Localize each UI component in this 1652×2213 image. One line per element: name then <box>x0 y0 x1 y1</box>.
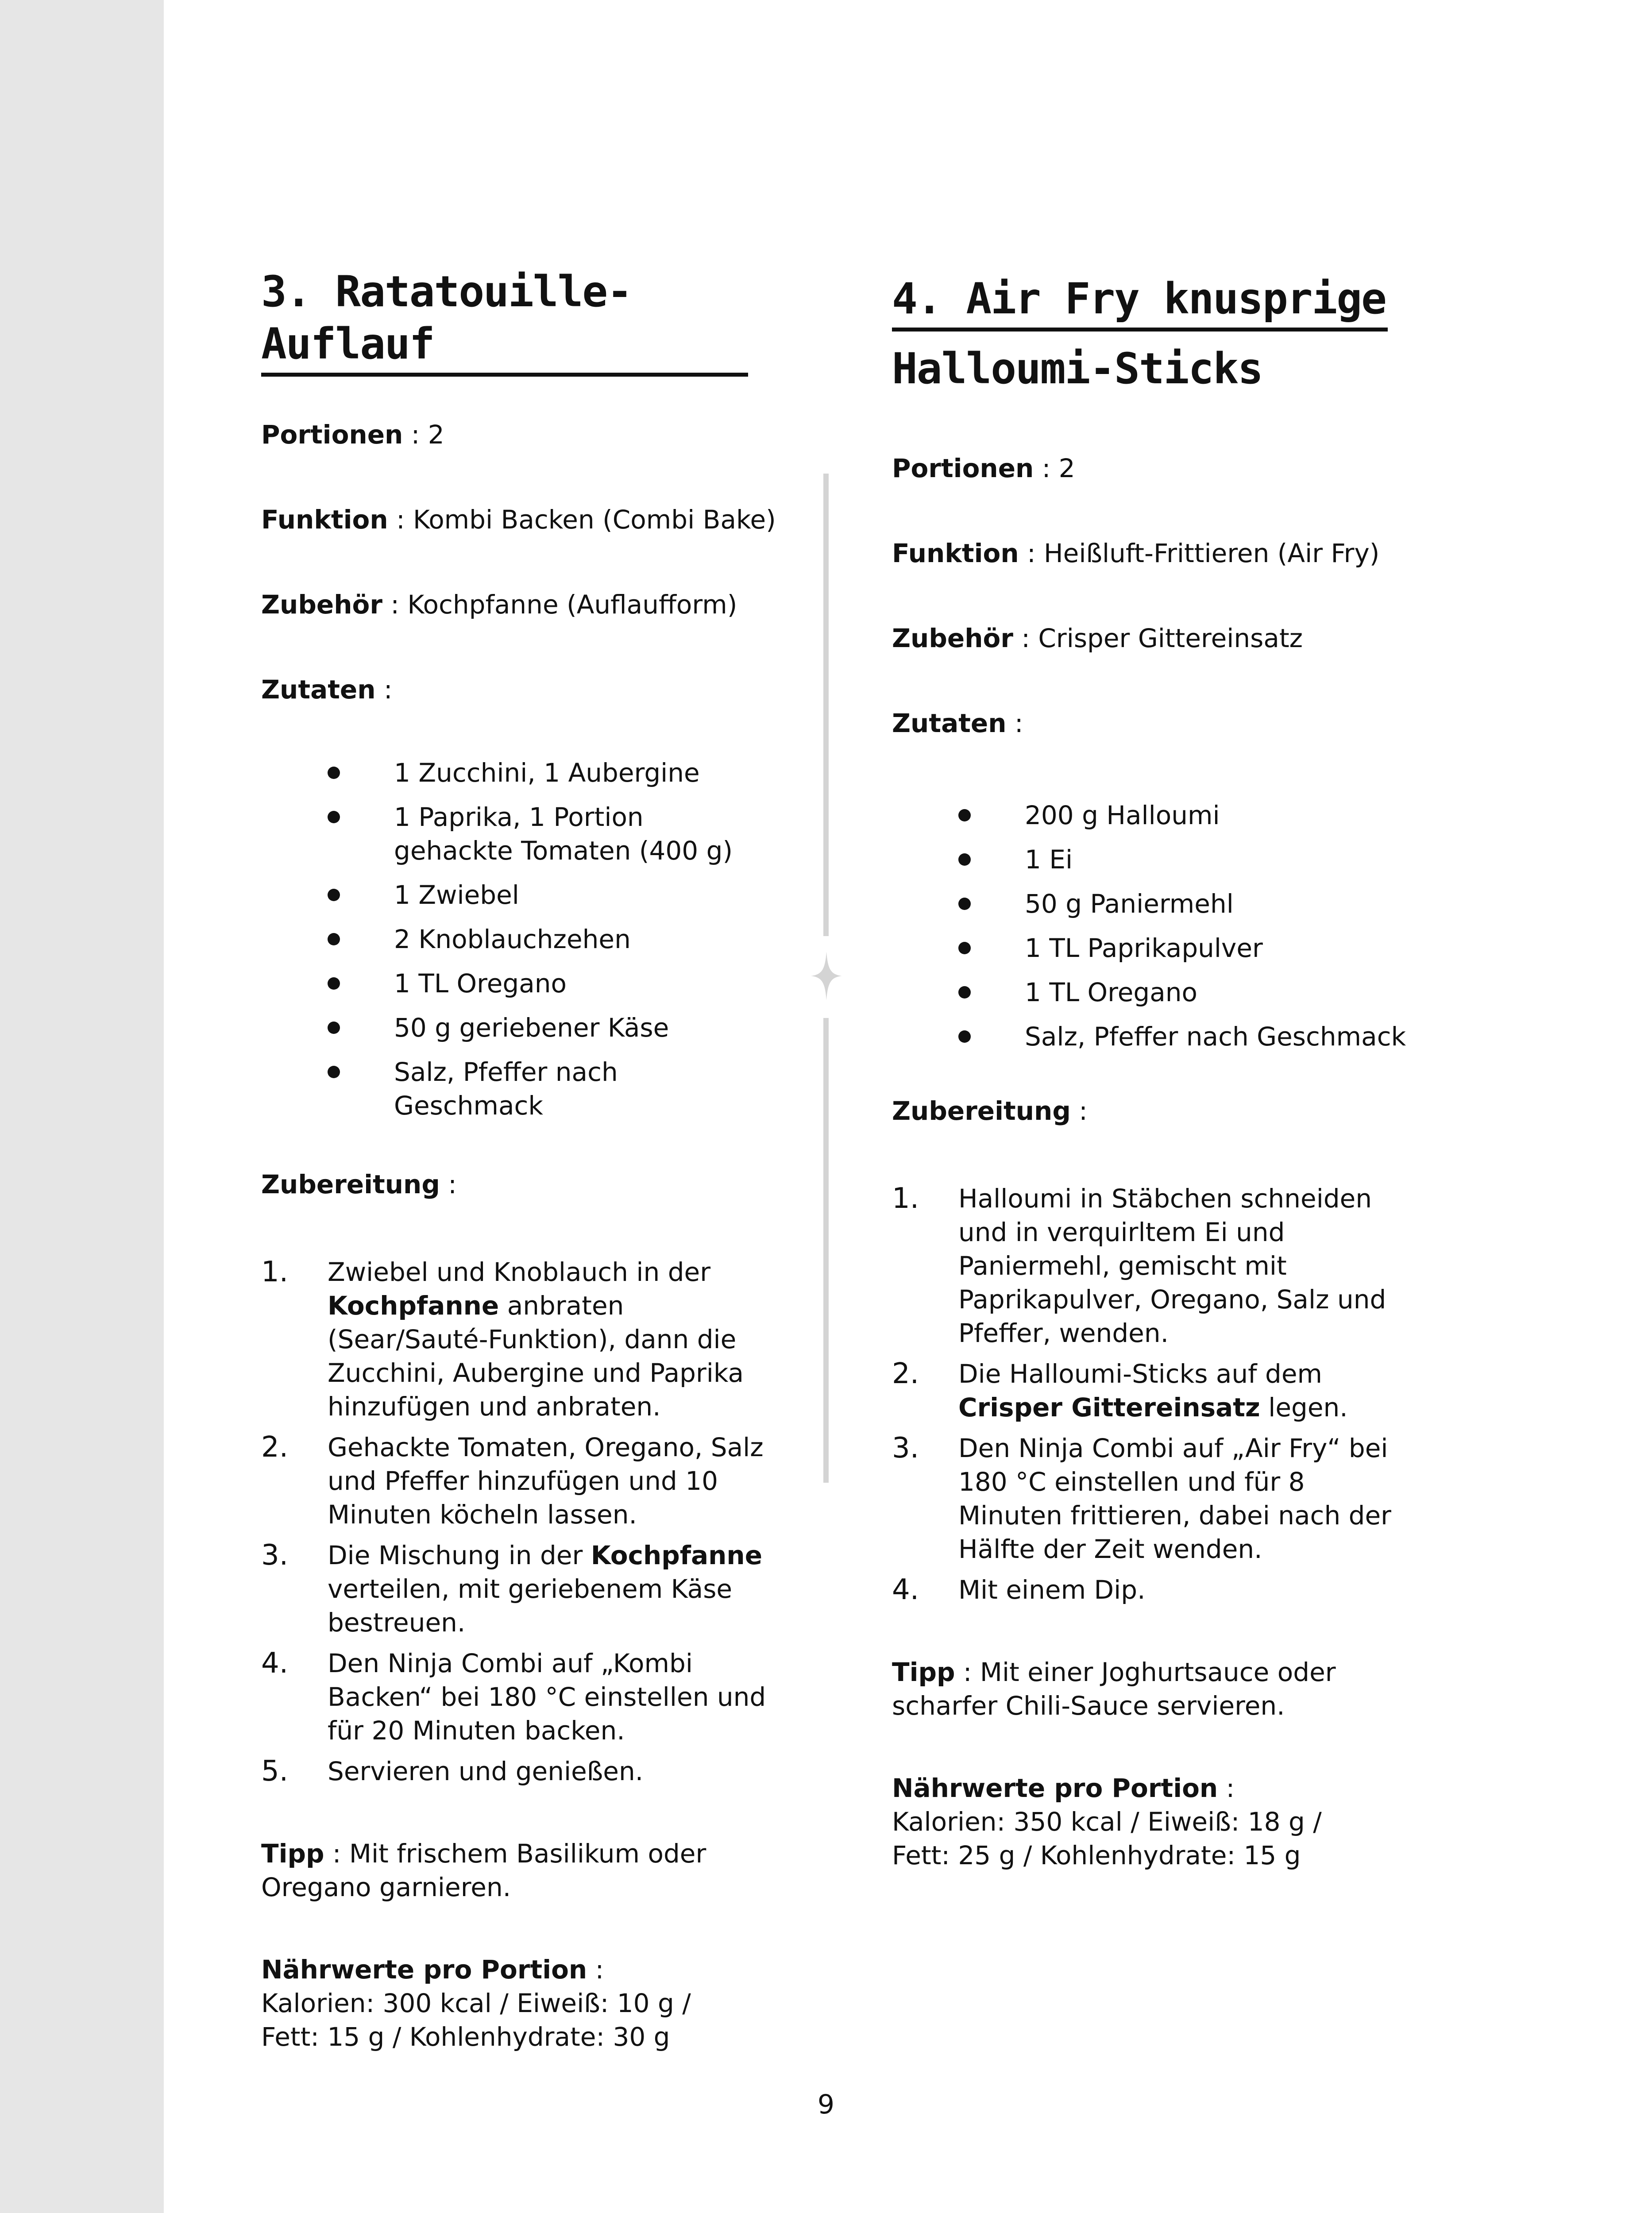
column-divider <box>823 474 829 936</box>
zutaten-suffix: : <box>375 675 393 705</box>
naehrwerte-line: Kalorien: 300 kcal / Eiweiß: 10 g / <box>261 1988 691 2018</box>
zubehoer-field <box>261 587 819 622</box>
step-text: Den Ninja Combi auf „Air Fry“ bei 180 °C einstellen und für 8 Minuten frittieren, dabei nach der Hälfte der Zeit wenden. <box>958 1433 1391 1564</box>
list-item <box>958 887 1423 921</box>
ingredient-list <box>892 798 1423 1053</box>
bullet-icon <box>958 942 971 954</box>
list-item <box>958 975 1423 1009</box>
zubehoer-label: Zubehör <box>892 623 1013 653</box>
portionen-value: : 2 <box>403 420 444 450</box>
page-margin-strip <box>0 0 164 2213</box>
list-item <box>892 1573 1401 1607</box>
zubehoer-field <box>892 621 1450 656</box>
ingredient-text: 1 TL Oregano <box>1025 977 1198 1007</box>
recipe-ratatouille <box>261 266 819 2054</box>
step-number: 1. <box>261 1256 289 1288</box>
bullet-icon <box>328 977 340 990</box>
recipe-title-line2: Halloumi-Sticks <box>892 344 1262 393</box>
list-item <box>328 756 770 790</box>
ingredient-text: 1 TL Paprikapulver <box>1025 933 1263 963</box>
naehrwerte-suffix: : <box>587 1955 604 1985</box>
funktion-label: Funktion <box>892 538 1019 568</box>
step-text: Halloumi in Stäbchen schneiden und in verquirltem Ei und Paniermehl, gemischt mit Paprikapulver, Oregano, Salz und Pfeffer, wenden. <box>958 1184 1386 1348</box>
portionen-field <box>892 451 1450 486</box>
list-item <box>328 800 770 867</box>
ingredient-text: 1 TL Oregano <box>394 968 567 999</box>
page-number: 9 <box>817 2089 835 2120</box>
bullet-icon <box>328 811 340 823</box>
ingredient-text: 1 Zucchini, 1 Aubergine <box>394 758 700 788</box>
bullet-icon <box>328 933 340 945</box>
funktion-value: : Kombi Backen (Combi Bake) <box>388 505 776 535</box>
tipp-text: : Mit frischem Basilikum oder Oregano garnieren. <box>261 1839 706 1902</box>
zubehoer-label: Zubehör <box>261 590 382 620</box>
recipe-title-text: 3. Ratatouille-Auflauf <box>261 266 748 377</box>
zubereitung-suffix: : <box>440 1169 457 1199</box>
ingredient-list <box>261 756 770 1122</box>
list-item <box>958 1020 1423 1053</box>
naehrwerte-line: Kalorien: 350 kcal / Eiweiß: 18 g / <box>892 1807 1322 1837</box>
zubereitung-label: Zubereitung <box>261 1169 440 1199</box>
zubehoer-value: : Crisper Gittereinsatz <box>1013 623 1303 653</box>
bullet-icon <box>328 1066 340 1078</box>
column-divider <box>823 1018 829 1483</box>
ingredient-text: 2 Knoblauchzehen <box>394 924 631 954</box>
step-number: 3. <box>261 1539 289 1572</box>
zutaten-label: Zutaten <box>261 675 376 705</box>
tipp-field <box>892 1655 1379 1723</box>
recipe-title <box>892 266 1450 402</box>
list-item <box>328 878 770 912</box>
list-item <box>328 922 770 956</box>
bullet-icon <box>958 898 971 910</box>
naehrwerte-label: Nährwerte pro Portion <box>892 1773 1218 1803</box>
funktion-value: : Heißluft-Frittieren (Air Fry) <box>1019 538 1380 568</box>
step-text-cont: anbraten (Sear/Sauté-Funktion), dann die Zucchini, Aubergine und Paprika hinzufügen und anbraten. <box>328 1291 744 1422</box>
step-highlight: Crisper Gittereinsatz <box>958 1392 1260 1423</box>
list-item <box>892 1431 1401 1566</box>
ingredient-text: Salz, Pfeffer nach Geschmack <box>1025 1022 1406 1052</box>
zutaten-label: Zutaten <box>892 708 1007 738</box>
bullet-icon <box>328 767 340 779</box>
step-text: Zwiebel und Knoblauch in der <box>328 1257 711 1287</box>
step-highlight: Kochpfanne <box>591 1540 763 1570</box>
zutaten-suffix: : <box>1006 708 1023 738</box>
step-text: Die Halloumi-Sticks auf dem <box>958 1359 1323 1389</box>
funktion-field <box>892 536 1450 571</box>
list-item <box>892 1357 1401 1424</box>
recipe-halloumi-sticks <box>892 266 1450 1872</box>
bullet-icon <box>958 853 971 866</box>
list-item <box>261 1646 770 1747</box>
step-number: 4. <box>892 1573 919 1606</box>
step-number: 2. <box>892 1357 919 1390</box>
list-item <box>261 1430 770 1531</box>
recipe-title <box>261 266 819 377</box>
portionen-label: Portionen <box>892 453 1034 483</box>
step-list <box>892 1182 1401 1607</box>
recipe-title-line1: 4. Air Fry knusprige <box>892 273 1388 332</box>
naehrwerte-line: Fett: 25 g / Kohlenhydrate: 15 g <box>892 1840 1301 1870</box>
portionen-value: : 2 <box>1034 453 1075 483</box>
bullet-icon <box>958 986 971 999</box>
list-item <box>328 967 770 1000</box>
tipp-label: Tipp <box>261 1839 324 1869</box>
ingredient-text: Salz, Pfeffer nach Geschmack <box>394 1057 618 1121</box>
step-text: Den Ninja Combi auf „Kombi Backen“ bei 180 °C einstellen und für 20 Minuten backen. <box>328 1648 766 1746</box>
naehrwerte-suffix: : <box>1218 1773 1235 1803</box>
step-number: 2. <box>261 1431 289 1464</box>
ingredient-text: 1 Ei <box>1025 844 1073 875</box>
list-item <box>958 931 1423 965</box>
zubereitung-label: Zubereitung <box>892 1096 1071 1126</box>
ingredient-text: 200 g Halloumi <box>1025 800 1220 830</box>
step-text: Die Mischung in der <box>328 1540 591 1570</box>
ingredient-text: 1 Zwiebel <box>394 880 519 910</box>
step-text: Servieren und genießen. <box>328 1756 644 1786</box>
bullet-icon <box>958 809 971 821</box>
bullet-icon <box>328 889 340 901</box>
zubereitung-heading <box>892 1093 1450 1129</box>
list-item <box>261 1754 770 1788</box>
list-item <box>328 1055 770 1122</box>
naehrwerte-label: Nährwerte pro Portion <box>261 1955 587 1985</box>
ingredient-text: 50 g geriebener Käse <box>394 1013 669 1043</box>
step-number: 1. <box>892 1182 919 1215</box>
zubehoer-value: : Kochpfanne (Auflaufform) <box>382 590 737 620</box>
step-highlight: Kochpfanne <box>328 1291 499 1321</box>
step-list <box>261 1255 770 1788</box>
naehrwerte-line: Fett: 15 g / Kohlenhydrate: 30 g <box>261 2022 670 2052</box>
step-number: 3. <box>892 1432 919 1465</box>
ingredient-text: 1 Paprika, 1 Portion gehackte Tomaten (400 g) <box>394 802 733 866</box>
zutaten-heading <box>892 706 1450 741</box>
funktion-field <box>261 502 819 537</box>
step-text-cont: verteilen, mit geriebenem Käse bestreuen. <box>328 1574 733 1638</box>
list-item <box>328 1011 770 1045</box>
naehrwerte-heading <box>261 1953 819 1986</box>
zutaten-heading <box>261 672 819 707</box>
funktion-label: Funktion <box>261 505 388 535</box>
tipp-field <box>261 1837 748 1904</box>
bullet-icon <box>958 1030 971 1043</box>
step-text-cont: legen. <box>1260 1392 1348 1423</box>
step-text: Gehackte Tomaten, Oregano, Salz und Pfeffer hinzufügen und 10 Minuten köcheln lassen. <box>328 1432 764 1530</box>
step-text: Mit einem Dip. <box>958 1575 1146 1605</box>
zubereitung-heading <box>261 1167 819 1202</box>
list-item <box>261 1255 770 1423</box>
list-item <box>958 843 1423 876</box>
step-number: 5. <box>261 1755 289 1788</box>
tipp-text: : Mit einer Joghurtsauce oder scharfer Chili-Sauce servieren. <box>892 1657 1336 1721</box>
portionen-field <box>261 417 819 452</box>
naehrwerte-heading <box>892 1771 1450 1805</box>
bullet-icon <box>328 1022 340 1034</box>
zubereitung-suffix: : <box>1070 1096 1088 1126</box>
ingredient-text: 50 g Paniermehl <box>1025 889 1234 919</box>
list-item <box>261 1538 770 1639</box>
sparkle-icon <box>811 952 842 1000</box>
list-item <box>892 1182 1401 1350</box>
portionen-label: Portionen <box>261 420 403 450</box>
list-item <box>958 798 1423 832</box>
tipp-label: Tipp <box>892 1657 955 1687</box>
step-number: 4. <box>261 1647 289 1680</box>
